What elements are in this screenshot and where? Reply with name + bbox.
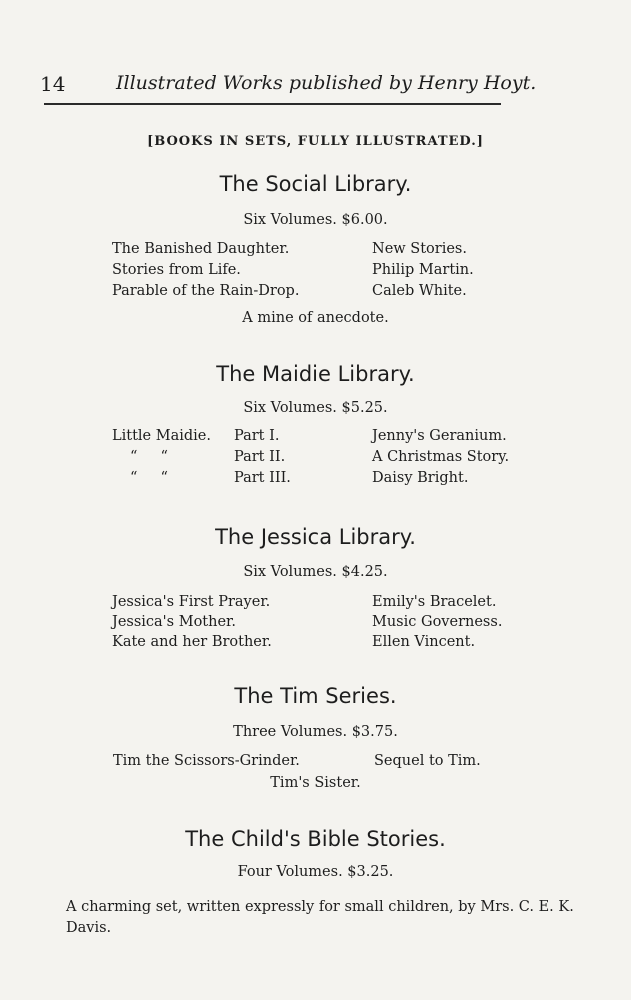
jessica-library-title: The Jessica Library. bbox=[215, 525, 416, 549]
book-title: Jessica's Mother. bbox=[112, 614, 236, 630]
social-library-note: A mine of anecdote. bbox=[242, 310, 389, 326]
series-name: Little Maidie. bbox=[112, 428, 211, 444]
book-title: Tim the Scissors-Grinder. bbox=[113, 753, 300, 769]
page-header bbox=[40, 72, 537, 102]
section-label: [BOOKS IN SETS, FULLY ILLUSTRATED.] bbox=[147, 134, 484, 149]
bible-stories-price: Four Volumes. $3.25. bbox=[237, 864, 394, 880]
maidie-library-title: The Maidie Library. bbox=[216, 362, 415, 386]
book-title: Parable of the Rain-Drop. bbox=[112, 283, 300, 299]
running-title: Illustrated Works published by Henry Hoyt. bbox=[116, 72, 537, 94]
tim-series-price: Three Volumes. $3.75. bbox=[233, 724, 398, 740]
book-title: Jessica's First Prayer. bbox=[112, 594, 271, 610]
ditto-marks: “ “ bbox=[130, 470, 168, 486]
book-title: New Stories. bbox=[372, 241, 467, 257]
page-number: 14 bbox=[40, 72, 66, 96]
header-rule bbox=[44, 103, 501, 105]
maidie-library-price: Six Volumes. $5.25. bbox=[243, 400, 388, 416]
part-label: Part I. bbox=[234, 428, 280, 444]
tim-series-title: The Tim Series. bbox=[234, 684, 397, 708]
book-title: Stories from Life. bbox=[112, 262, 241, 278]
part-label: Part III. bbox=[234, 470, 291, 486]
social-library-price: Six Volumes. $6.00. bbox=[243, 212, 388, 228]
book-title: Kate and her Brother. bbox=[112, 634, 272, 650]
part-label: Part II. bbox=[234, 449, 286, 465]
book-title: Sequel to Tim. bbox=[374, 753, 481, 769]
bible-stories-title: The Child's Bible Stories. bbox=[185, 827, 446, 851]
book-title: A Christmas Story. bbox=[372, 449, 510, 465]
book-title: The Banished Daughter. bbox=[112, 241, 290, 257]
book-title: Caleb White. bbox=[372, 283, 467, 299]
jessica-library-price: Six Volumes. $4.25. bbox=[243, 564, 388, 580]
book-title: Music Governess. bbox=[372, 614, 503, 630]
ditto-marks: “ “ bbox=[130, 449, 168, 465]
social-library-title: The Social Library. bbox=[219, 172, 412, 196]
bible-stories-description: A charming set, written expressly for small children, by Mrs. C. E. K. Davis. bbox=[66, 899, 574, 936]
book-title: Philip Martin. bbox=[372, 262, 474, 278]
book-title: Jenny's Geranium. bbox=[372, 428, 507, 444]
book-title: Daisy Bright. bbox=[372, 470, 469, 486]
book-title: Ellen Vincent. bbox=[372, 634, 476, 650]
book-title: Tim's Sister. bbox=[270, 775, 361, 791]
book-title: Emily's Bracelet. bbox=[372, 594, 497, 610]
